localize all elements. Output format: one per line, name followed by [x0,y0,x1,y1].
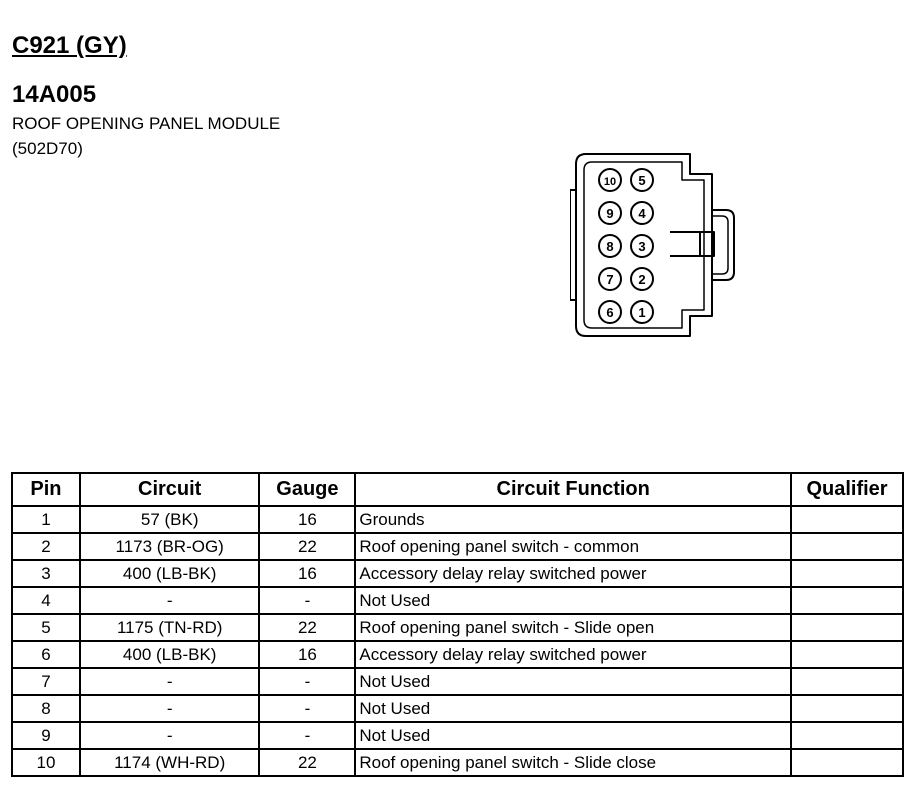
circuit-cell: 400 (LB-BK) [80,560,260,587]
table-row [12,506,903,533]
circuit-cell: 1175 (TN-RD) [80,614,260,641]
qualifier-cell [791,614,903,641]
function-cell: Not Used [355,695,791,722]
qualifier-cell [791,560,903,587]
pin-cell: 5 [12,614,80,641]
component-name: ROOF OPENING PANEL MODULE [12,114,281,133]
component-code: (502D70) [12,139,83,158]
pin-label: 6 [606,305,614,320]
qualifier-cell [791,749,903,776]
table-row [12,641,903,668]
gauge-cell: 22 [259,533,355,560]
function-cell: Roof opening panel switch - Slide open [355,614,791,641]
pin-cell: 6 [12,641,80,668]
pin-cell: 8 [12,695,80,722]
qualifier-cell [791,641,903,668]
pin-label: 9 [606,206,614,221]
circuit-cell: - [80,668,260,695]
pin-label: 1 [638,305,646,320]
table-row [12,533,903,560]
connector-id: C921 (GY) [12,32,127,59]
circuit-cell: 400 (LB-BK) [80,641,260,668]
gauge-cell: 16 [259,560,355,587]
gauge-cell: - [259,587,355,614]
table-header-row [12,473,903,506]
pin-cell: 4 [12,587,80,614]
pin-cell: 3 [12,560,80,587]
circuit-cell: 1173 (BR-OG) [80,533,260,560]
pin-label: 5 [638,173,646,188]
pin-label: 3 [638,239,646,254]
circuit-cell: - [80,695,260,722]
pin-label: 8 [606,239,614,254]
table-row [12,614,903,641]
qualifier-cell [791,668,903,695]
function-cell: Accessory delay relay switched power [355,560,791,587]
gauge-cell: - [259,722,355,749]
connector-latch [712,210,734,280]
table-row [12,560,903,587]
pin-cell: 9 [12,722,80,749]
function-cell: Accessory delay relay switched power [355,641,791,668]
function-cell: Roof opening panel switch - common [355,533,791,560]
pin-cell: 7 [12,668,80,695]
qualifier-cell [791,722,903,749]
table-row [12,587,903,614]
header-qualifier: Qualifier [791,473,903,506]
pin-cell: 10 [12,749,80,776]
qualifier-cell [791,695,903,722]
gauge-cell: 16 [259,506,355,533]
pin-label: 7 [606,272,614,287]
part-number: 14A005 [12,81,97,108]
qualifier-cell [791,506,903,533]
gauge-cell: - [259,695,355,722]
function-cell: Not Used [355,722,791,749]
circuit-cell: - [80,587,260,614]
header-circuit: Circuit [80,473,260,506]
pin-label: 10 [603,176,617,188]
function-cell: Roof opening panel switch - Slide close [355,749,791,776]
table-row [12,668,903,695]
circuit-cell: 1174 (WH-RD) [80,749,260,776]
gauge-cell: 16 [259,641,355,668]
connector-face-diagram [570,150,740,350]
pin-cell: 1 [12,506,80,533]
gauge-cell: 22 [259,614,355,641]
gauge-cell: 22 [259,749,355,776]
pin-label: 2 [638,272,646,287]
function-cell: Not Used [355,668,791,695]
table-row [12,695,903,722]
table-row [12,749,903,776]
pin-label: 4 [638,206,646,221]
circuit-cell: 57 (BK) [80,506,260,533]
function-cell: Not Used [355,587,791,614]
circuit-cell: - [80,722,260,749]
header-gauge: Gauge [259,473,355,506]
function-cell: Grounds [355,506,791,533]
header-pin: Pin [12,473,80,506]
table-row [12,722,903,749]
header-circuit-function: Circuit Function [355,473,791,506]
qualifier-cell [791,587,903,614]
pinout-table [11,472,904,777]
qualifier-cell [791,533,903,560]
gauge-cell: - [259,668,355,695]
pin-cell: 2 [12,533,80,560]
